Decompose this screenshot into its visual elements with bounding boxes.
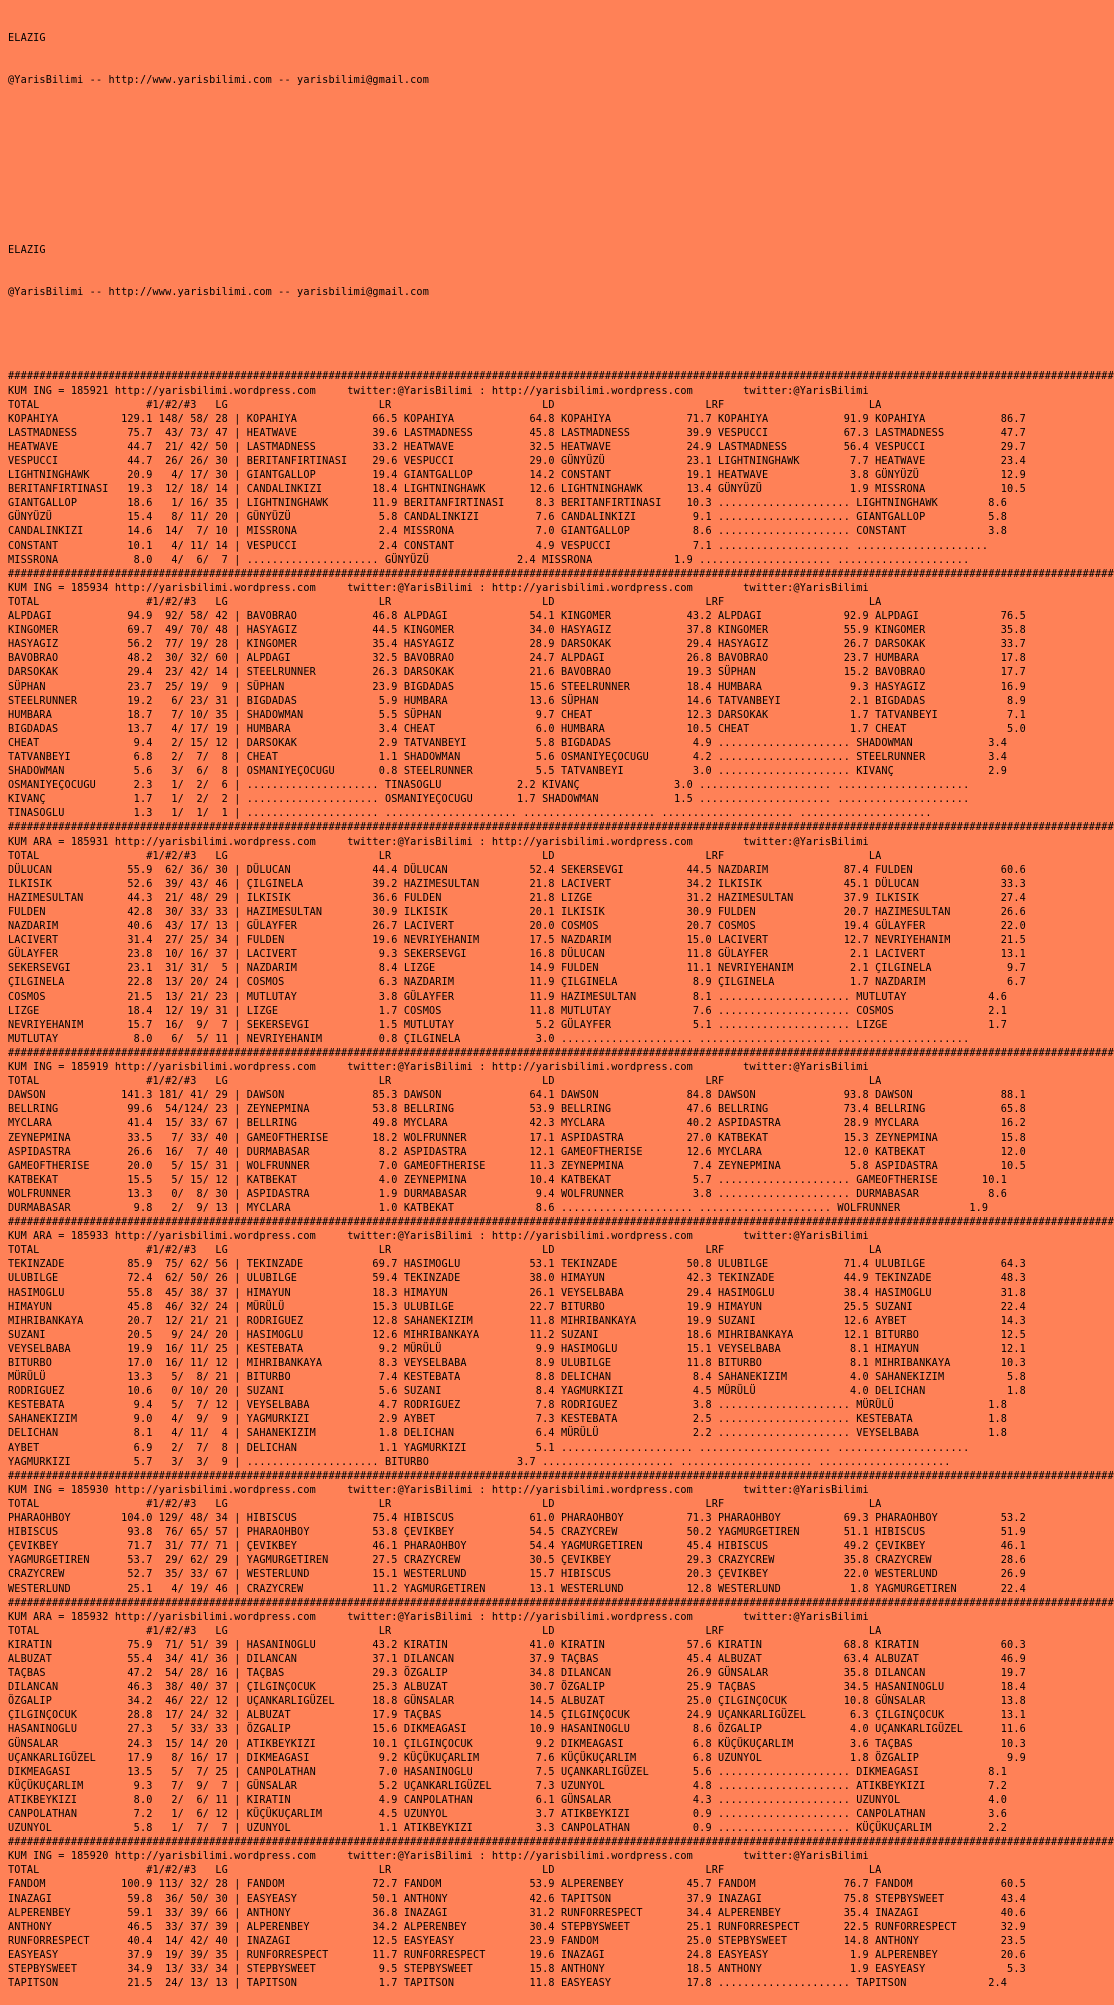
table-row: STEELRUNNER 19.2 6/ 23/ 31 | BIGDADAS 5.9 HUMBARA 13.6 SÜPHAN 14.6 TATVANBEYI 2.1 BIGDADAS 8.9 [8, 695, 1026, 707]
table-row: GIANTGALLOP 18.6 1/ 16/ 35 | LIGHTNINGHAWK 11.9 BERITANFIRTINASI 8.3 BERITANFIRTINASI 10.3 ..................... LIGHTNINGHAWK 8.6 [8, 498, 1008, 510]
column-header-row: TOTAL #1/#2/#3 LG LR LD LRF LA [8, 596, 882, 608]
table-row: BAVOBRAO 48.2 30/ 32/ 60 | ALPDAGI 32.5 BAVOBRAO 24.7 ALPDAGI 26.8 BAVOBRAO 23.7 HUMBARA 17.8 [8, 653, 1026, 665]
table-row: ILKISIK 52.6 39/ 43/ 46 | ÇILGINELA 39.2 HAZIMESULTAN 21.8 LACIVERT 34.2 ILKISIK 45.1 DÜLUCAN 33.3 [8, 878, 1026, 890]
blank-line [8, 328, 1080, 342]
table-row: VEYSELBABA 19.9 16/ 11/ 25 | KESTEBATA 9.2 MÜRÜLÜ 9.9 HASIMOGLU 15.1 VEYSELBABA 8.1 HIMAYUN 12.1 [8, 1343, 1026, 1355]
table-row: RODRIGUEZ 10.6 0/ 10/ 20 | SUZANI 5.6 SUZANI 8.4 YAGMURKIZI 4.5 MÜRÜLÜ 4.0 DELICHAN 1.8 [8, 1386, 1026, 1398]
race-heading: KUM ARA = 185931 http://yarisbilimi.wordpress.com twitter:@YarisBilimi : http://yarisbilimi.wordpress.com twitter:@YarisBilimi [8, 836, 869, 848]
blank-line [8, 117, 1080, 131]
header-title: ELAZIG [8, 33, 46, 45]
table-row: UÇANKARLIGÜZEL 17.9 8/ 16/ 17 | DIKMEAGASI 9.2 KÜÇÜKUÇARLIM 7.6 KÜÇÜKUÇARLIM 6.8 UZUNYOL 1.8 ÖZGALIP 9.9 [8, 1752, 1026, 1764]
column-header-row: TOTAL #1/#2/#3 LG LR LD LRF LA [8, 1245, 882, 1257]
separator-line: ################################################################################################################################################################################ [8, 1470, 1114, 1482]
race-heading: KUM ING = 185921 http://yarisbilimi.wordpress.com twitter:@YarisBilimi : http://yarisbilimi.wordpress.com twitter:@YarisBilimi [8, 385, 869, 397]
table-row: MUTLUTAY 8.0 6/ 5/ 11 | NEVRIYEHANIM 0.8 ÇILGINELA 3.0 ..................... ..................... ..................... [8, 1033, 970, 1045]
table-row: CANDALINKIZI 14.6 14/ 7/ 10 | MISSRONA 2.4 MISSRONA 7.0 GIANTGALLOP 8.6 ..................... CONSTANT 3.8 [8, 526, 1008, 538]
race-tables [8, 370, 1114, 1991]
blank-line [8, 159, 1080, 173]
table-row: DELICHAN 8.1 4/ 11/ 4 | SAHANEKIZIM 1.8 DELICHAN 6.4 MÜRÜLÜ 2.2 ..................... VEYSELBABA 1.8 [8, 1428, 1008, 1440]
table-row: MIHRIBANKAYA 20.7 12/ 21/ 21 | RODRIGUEZ 12.8 SAHANEKIZIM 11.8 MIHRIBANKAYA 19.9 SUZANI 12.6 AYBET 14.3 [8, 1315, 1026, 1327]
table-row: KATBEKAT 15.5 5/ 15/ 12 | KATBEKAT 4.0 ZEYNEPMINA 10.4 KATBEKAT 5.7 ..................... GAMEOFTHERISE 10.1 [8, 1174, 1008, 1186]
table-row: KÜÇÜKUÇARLIM 9.3 7/ 9/ 7 | GÜNSALAR 5.2 UÇANKARLIGÜZEL 7.3 UZUNYOL 4.8 ..................... ATIKBEYKIZI 7.2 [8, 1780, 1008, 1792]
race-heading: KUM ING = 185920 http://yarisbilimi.wordpress.com twitter:@YarisBilimi : http://yarisbilimi.wordpress.com twitter:@YarisBilimi [8, 1851, 869, 1863]
table-row: KESTEBATA 9.4 5/ 7/ 12 | VEYSELBABA 4.7 RODRIGUEZ 7.8 RODRIGUEZ 3.8 ..................... MÜRÜLÜ 1.8 [8, 1400, 1008, 1412]
table-row: RUNFORRESPECT 40.4 14/ 42/ 40 | INAZAGI 12.5 EASYEASY 23.9 FANDOM 25.0 STEPBYSWEET 14.8 ANTHONY 23.5 [8, 1935, 1026, 1947]
table-row: SHADOWMAN 5.6 3/ 6/ 8 | OSMANIYEÇOCUGU 0.8 STEELRUNNER 5.5 TATVANBEYI 3.0 ..................... KIVANÇ 2.9 [8, 766, 1008, 778]
race-block [8, 821, 1114, 1047]
race-heading: KUM ING = 185934 http://yarisbilimi.wordpress.com twitter:@YarisBilimi : http://yarisbilimi.wordpress.com twitter:@YarisBilimi [8, 582, 869, 594]
separator-line: ################################################################################################################################################################################ [8, 371, 1114, 383]
table-row: LASTMADNESS 75.7 43/ 73/ 47 | HEATWAVE 39.6 LASTMADNESS 45.8 LASTMADNESS 39.9 VESPUCCI 67.3 LASTMADNESS 47.7 [8, 427, 1026, 439]
table-row: EASYEASY 37.9 19/ 39/ 35 | RUNFORRESPECT 11.7 RUNFORRESPECT 19.6 INAZAGI 24.8 EASYEASY 1.9 ALPERENBEY 20.6 [8, 1949, 1026, 1961]
race-heading: KUM ING = 185930 http://yarisbilimi.wordpress.com twitter:@YarisBilimi : http://yarisbilimi.wordpress.com twitter:@YarisBilimi [8, 1484, 869, 1496]
column-header-row: TOTAL #1/#2/#3 LG LR LD LRF LA [8, 1076, 882, 1088]
column-header-row: TOTAL #1/#2/#3 LG LR LD LRF LA [8, 850, 882, 862]
table-row: ULUBILGE 72.4 62/ 50/ 26 | ULUBILGE 59.4 TEKINZADE 38.0 HIMAYUN 42.3 TEKINZADE 44.9 TEKINZADE 48.3 [8, 1273, 1026, 1285]
race-block [8, 1597, 1114, 1837]
table-row: STEPBYSWEET 34.9 13/ 33/ 34 | STEPBYSWEET 9.5 STEPBYSWEET 15.8 ANTHONY 18.5 ANTHONY 1.9 EASYEASY 5.3 [8, 1964, 1026, 1976]
table-row: YAGMURKIZI 5.7 3/ 3/ 9 | ..................... BITURBO 3.7 ..................... ..................... ..................... [8, 1456, 951, 1468]
table-row: CRAZYCREW 52.7 35/ 33/ 67 | WESTERLUND 15.1 WESTERLUND 15.7 HIBISCUS 20.3 ÇEVIKBEY 22.0 WESTERLUND 26.9 [8, 1569, 1026, 1581]
race-heading: KUM ARA = 185932 http://yarisbilimi.wordpress.com twitter:@YarisBilimi : http://yarisbilimi.wordpress.com twitter:@YarisBilimi [8, 1611, 869, 1623]
table-row: DÜLUCAN 55.9 62/ 36/ 30 | DÜLUCAN 44.4 DÜLUCAN 52.4 SEKERSEVGI 44.5 NAZDARIM 87.4 FULDEN 60.6 [8, 864, 1026, 876]
separator-line: ################################################################################################################################################################################ [8, 568, 1114, 580]
separator-line: ################################################################################################################################################################################ [8, 1837, 1114, 1849]
column-header-row: TOTAL #1/#2/#3 LG LR LD LRF LA [8, 1625, 882, 1637]
race-heading: KUM ING = 185919 http://yarisbilimi.wordpress.com twitter:@YarisBilimi : http://yarisbilimi.wordpress.com twitter:@YarisBilimi [8, 1062, 869, 1074]
table-row: LIGHTNINGHAWK 20.9 4/ 17/ 30 | GIANTGALLOP 19.4 GIANTGALLOP 14.2 CONSTANT 19.1 HEATWAVE 3.8 GÜNYÜZÜ 12.9 [8, 470, 1026, 482]
table-row: ANTHONY 46.5 33/ 37/ 39 | ALPERENBEY 34.2 ALPERENBEY 30.4 STEPBYSWEET 25.1 RUNFORRESPECT 22.5 RUNFORRESPECT 32.9 [8, 1921, 1026, 1933]
table-row: TEKINZADE 85.9 75/ 62/ 56 | TEKINZADE 69.7 HASIMOGLU 53.1 TEKINZADE 50.8 ULUBILGE 71.4 ULUBILGE 64.3 [8, 1259, 1026, 1271]
table-row: OSMANIYEÇOCUGU 2.3 1/ 2/ 6 | ..................... TINASOGLU 2.2 KIVANÇ 3.0 ..................... ..................... [8, 780, 970, 792]
race-heading: KUM ARA = 185933 http://yarisbilimi.wordpress.com twitter:@YarisBilimi : http://yarisbilimi.wordpress.com twitter:@YarisBilimi [8, 1231, 869, 1243]
table-row: UZUNYOL 5.8 1/ 7/ 7 | UZUNYOL 1.1 ATIKBEYKIZI 3.3 CANPOLATHAN 0.9 ..................... KÜÇÜKUÇARLIM 2.2 [8, 1823, 1008, 1835]
table-row: BITURBO 17.0 16/ 11/ 12 | MIHRIBANKAYA 8.3 VEYSELBABA 8.9 ULUBILGE 11.8 BITURBO 8.1 MIHRIBANKAYA 10.3 [8, 1358, 1026, 1369]
table-row: WESTERLUND 25.1 4/ 19/ 46 | CRAZYCREW 11.2 YAGMURGETIREN 13.1 WESTERLUND 12.8 WESTERLUND 1.8 YAGMURGETIREN 22.4 [8, 1583, 1026, 1595]
race-block [8, 1836, 1114, 1991]
table-row: HASYAGIZ 56.2 77/ 19/ 28 | KINGOMER 35.4 HASYAGIZ 28.9 DARSOKAK 29.4 HASYAGIZ 26.7 DARSOKAK 33.7 [8, 639, 1026, 651]
table-row: GÜNYÜZÜ 15.4 8/ 11/ 20 | GÜNYÜZÜ 5.8 CANDALINKIZI 7.6 CANDALINKIZI 9.1 ..................... GIANTGALLOP 5.8 [8, 512, 1008, 524]
header-credit: @YarisBilimi -- http://www.yarisbilimi.com -- yarisbilimi@gmail.com [8, 75, 429, 87]
table-row: ÇILGINÇOCUK 28.8 17/ 24/ 32 | ALBUZAT 17.9 TAÇBAS 14.5 ÇILGINÇOCUK 24.9 UÇANKARLIGÜZEL 6.3 ÇILGINÇOCUK 13.1 [8, 1710, 1026, 1722]
separator-line: ################################################################################################################################################################################ [8, 1217, 1114, 1229]
table-row: COSMOS 21.5 13/ 21/ 23 | MUTLUTAY 3.8 GÜLAYFER 11.9 HAZIMESULTAN 8.1 ..................... MUTLUTAY 4.6 [8, 991, 1008, 1003]
table-row: TAÇBAS 47.2 54/ 28/ 16 | TAÇBAS 29.3 ÖZGALIP 34.8 DILANCAN 26.9 GÜNSALAR 35.8 DILANCAN 19.7 [8, 1668, 1026, 1680]
table-row: DILANCAN 46.3 38/ 40/ 37 | ÇILGINÇOCUK 25.3 ALBUZAT 30.7 ÖZGALIP 25.9 TAÇBAS 34.5 HASANINOGLU 18.4 [8, 1682, 1026, 1694]
table-row: DAWSON 141.3 181/ 41/ 29 | DAWSON 85.3 DAWSON 64.1 DAWSON 84.8 DAWSON 93.8 DAWSON 88.1 [8, 1090, 1026, 1102]
table-row: NAZDARIM 40.6 43/ 17/ 13 | GÜLAYFER 26.7 LACIVERT 20.0 COSMOS 20.7 COSMOS 19.4 GÜLAYFER 22.0 [8, 921, 1026, 933]
table-row: ASPIDASTRA 26.6 16/ 7/ 40 | DURMABASAR 8.2 ASPIDASTRA 12.1 GAMEOFTHERISE 12.6 MYCLARA 12.0 KATBEKAT 12.0 [8, 1146, 1026, 1158]
table-row: LIZGE 18.4 12/ 19/ 31 | LIZGE 1.7 COSMOS 11.8 MUTLUTAY 7.6 ..................... COSMOS 2.1 [8, 1005, 1008, 1017]
race-block [8, 1470, 1114, 1597]
table-row: HASIMOGLU 55.8 45/ 38/ 37 | HIMAYUN 18.3 HIMAYUN 26.1 VEYSELBABA 29.4 HASIMOGLU 38.4 HASIMOGLU 31.8 [8, 1287, 1026, 1299]
table-row: BIGDADAS 13.7 4/ 17/ 19 | HUMBARA 3.4 CHEAT 6.0 HUMBARA 10.5 CHEAT 1.7 CHEAT 5.0 [8, 723, 1026, 735]
table-row: CHEAT 9.4 2/ 15/ 12 | DARSOKAK 2.9 TATVANBEYI 5.8 BIGDADAS 4.9 ..................... SHADOWMAN 3.4 [8, 737, 1008, 749]
table-row: MÜRÜLÜ 13.3 5/ 8/ 21 | BITURBO 7.4 KESTEBATA 8.8 DELICHAN 8.4 SAHANEKIZIM 4.0 SAHANEKIZIM 5.8 [8, 1372, 1026, 1384]
table-row: KIRATIN 75.9 71/ 51/ 39 | HASANINOGLU 43.2 KIRATIN 41.0 KIRATIN 57.6 KIRATIN 68.8 KIRATIN 60.3 [8, 1639, 1026, 1651]
table-row: CONSTANT 10.1 4/ 11/ 14 | VESPUCCI 2.4 CONSTANT 4.9 VESPUCCI 7.1 ..................... ..................... [8, 540, 989, 552]
table-row: ALBUZAT 55.4 34/ 41/ 36 | DILANCAN 37.1 DILANCAN 37.9 TAÇBAS 45.4 ALBUZAT 63.4 ALBUZAT 46.9 [8, 1653, 1026, 1665]
table-row: ATIKBEYKIZI 8.0 2/ 6/ 11 | KIRATIN 4.9 CANPOLATHAN 6.1 GÜNSALAR 4.3 ..................... UZUNYOL 4.0 [8, 1794, 1008, 1806]
header-credit-repeat: @YarisBilimi -- http://www.yarisbilimi.com -- yarisbilimi@gmail.com [8, 286, 429, 298]
table-row: HEATWAVE 44.7 21/ 42/ 50 | LASTMADNESS 33.2 HEATWAVE 32.5 HEATWAVE 24.9 LASTMADNESS 56.4 VESPUCCI 29.7 [8, 441, 1026, 453]
column-header-row: TOTAL #1/#2/#3 LG LR LD LRF LA [8, 399, 882, 411]
table-row: ÇEVIKBEY 71.7 31/ 77/ 71 | ÇEVIKBEY 46.1 PHARAOHBOY 54.4 YAGMURGETIREN 45.4 HIBISCUS 49.2 ÇEVIKBEY 46.1 [8, 1541, 1026, 1553]
table-row: VESPUCCI 44.7 26/ 26/ 30 | BERITANFIRTINASI 29.6 VESPUCCI 29.0 GÜNYÜZÜ 23.1 LIGHTNINGHAWK 7.7 HEATWAVE 23.4 [8, 456, 1026, 467]
table-row: LACIVERT 31.4 27/ 25/ 34 | FULDEN 19.6 NEVRIYEHANIM 17.5 NAZDARIM 15.0 LACIVERT 12.7 NEVRIYEHANIM 21.5 [8, 935, 1026, 947]
table-row: GÜLAYFER 23.8 10/ 16/ 37 | LACIVERT 9.3 SEKERSEVGI 16.8 DÜLUCAN 11.8 GÜLAYFER 2.1 LACIVERT 13.1 [8, 949, 1026, 961]
table-row: MISSRONA 8.0 4/ 6/ 7 | ..................... GÜNYÜZÜ 2.4 MISSRONA 1.9 ..................... ..................... [8, 554, 970, 566]
table-row: FANDOM 100.9 113/ 32/ 28 | FANDOM 72.7 FANDOM 53.9 ALPERENBEY 45.7 FANDOM 76.7 FANDOM 60.5 [8, 1879, 1026, 1891]
table-row: AYBET 6.9 2/ 7/ 8 | DELICHAN 1.1 YAGMURKIZI 5.1 ..................... ..................... ..................... [8, 1442, 970, 1454]
table-row: NEVRIYEHANIM 15.7 16/ 9/ 7 | SEKERSEVGI 1.5 MUTLUTAY 5.2 GÜLAYFER 5.1 ..................... LIZGE 1.7 [8, 1019, 1008, 1031]
table-row: HUMBARA 18.7 7/ 10/ 35 | SHADOWMAN 5.5 SÜPHAN 9.7 CHEAT 12.3 DARSOKAK 1.7 TATVANBEYI 7.1 [8, 709, 1026, 721]
race-block [8, 370, 1114, 567]
table-row: INAZAGI 59.8 36/ 50/ 30 | EASYEASY 50.1 ANTHONY 42.6 TAPITSON 37.9 INAZAGI 75.8 STEPBYSWEET 43.4 [8, 1893, 1026, 1905]
blank-line [8, 201, 1080, 215]
table-row: FULDEN 42.8 30/ 33/ 33 | HAZIMESULTAN 30.9 ILKISIK 20.1 ILKISIK 30.9 FULDEN 20.7 HAZIMESULTAN 26.6 [8, 907, 1026, 918]
table-row: SUZANI 20.5 9/ 24/ 20 | HASIMOGLU 12.6 MIHRIBANKAYA 11.2 SUZANI 18.6 MIHRIBANKAYA 12.1 BITURBO 12.5 [8, 1329, 1026, 1341]
table-row: HAZIMESULTAN 44.3 21/ 48/ 29 | ILKISIK 36.6 FULDEN 21.8 LIZGE 31.2 HAZIMESULTAN 37.9 ILKISIK 27.4 [8, 892, 1026, 904]
table-row: ÇILGINELA 22.8 13/ 20/ 24 | COSMOS 6.3 NAZDARIM 11.9 ÇILGINELA 8.9 ÇILGINELA 1.7 NAZDARIM 6.7 [8, 977, 1026, 989]
separator-line: ################################################################################################################################################################################ [8, 1597, 1114, 1609]
table-row: ÖZGALIP 34.2 46/ 22/ 12 | UÇANKARLIGÜZEL 18.8 GÜNSALAR 14.5 ALBUZAT 25.0 ÇILGINÇOCUK 10.8 GÜNSALAR 13.8 [8, 1696, 1026, 1708]
table-row: TATVANBEYI 6.8 2/ 7/ 8 | CHEAT 1.1 SHADOWMAN 5.6 OSMANIYEÇOCUGU 4.2 ..................... STEELRUNNER 3.4 [8, 751, 1008, 763]
table-row: SEKERSEVGI 23.1 31/ 31/ 5 | NAZDARIM 8.4 LIZGE 14.9 FULDEN 11.1 NEVRIYEHANIM 2.1 ÇILGINELA 9.7 [8, 963, 1026, 975]
table-row: HIBISCUS 93.8 76/ 65/ 57 | PHARAOHBOY 53.8 ÇEVIKBEY 54.5 CRAZYCREW 50.2 YAGMURGETIREN 51.1 HIBISCUS 51.9 [8, 1527, 1026, 1539]
header-title-repeat: ELAZIG [8, 244, 46, 256]
table-row: PHARAOHBOY 104.0 129/ 48/ 34 | HIBISCUS 75.4 HIBISCUS 61.0 PHARAOHBOY 71.3 PHARAOHBOY 69.3 PHARAOHBOY 53.2 [8, 1513, 1026, 1525]
column-header-row: TOTAL #1/#2/#3 LG LR LD LRF LA [8, 1865, 882, 1877]
separator-line: ################################################################################################################################################################################ [8, 1047, 1114, 1059]
separator-line: ################################################################################################################################################################################ [8, 822, 1114, 834]
column-header-row: TOTAL #1/#2/#3 LG LR LD LRF LA [8, 1498, 882, 1510]
table-row: ZEYNEPMINA 33.5 7/ 33/ 40 | GAMEOFTHERISE 18.2 WOLFRUNNER 17.1 ASPIDASTRA 27.0 KATBEKAT 15.3 ZEYNEPMINA 15.8 [8, 1132, 1026, 1144]
table-row: BERITANFIRTINASI 19.3 12/ 18/ 14 | CANDALINKIZI 18.4 LIGHTNINGHAWK 12.6 LIGHTNINGHAWK 13.4 GÜNYÜZÜ 1.9 MISSRONA 10.5 [8, 484, 1026, 496]
race-block [8, 1047, 1114, 1216]
race-block [8, 1216, 1114, 1470]
table-row: SAHANEKIZIM 9.0 4/ 9/ 9 | YAGMURKIZI 2.9 AYBET 7.3 KESTEBATA 2.5 ..................... KESTEBATA 1.8 [8, 1414, 1008, 1426]
table-row: KOPAHIYA 129.1 148/ 58/ 28 | KOPAHIYA 66.5 KOPAHIYA 64.8 KOPAHIYA 71.7 KOPAHIYA 91.9 KOPAHIYA 86.7 [8, 413, 1026, 425]
table-row: ALPERENBEY 59.1 33/ 39/ 66 | ANTHONY 36.8 INAZAGI 31.2 RUNFORRESPECT 34.4 ALPERENBEY 35.4 INAZAGI 40.6 [8, 1907, 1026, 1919]
table-row: DURMABASAR 9.8 2/ 9/ 13 | MYCLARA 1.0 KATBEKAT 8.6 ..................... ..................... WOLFRUNNER 1.9 [8, 1202, 989, 1214]
table-row: TINASOGLU 1.3 1/ 1/ 1 | ..................... ..................... ..................... ..................... ..................... [8, 808, 932, 820]
table-row: HIMAYUN 45.8 46/ 32/ 24 | MÜRÜLÜ 15.3 ULUBILGE 22.7 BITURBO 19.9 HIMAYUN 25.5 SUZANI 22.4 [8, 1301, 1026, 1313]
table-row: CANPOLATHAN 7.2 1/ 6/ 12 | KÜÇÜKUÇARLIM 4.5 UZUNYOL 3.7 ATIKBEYKIZI 0.9 ..................... CANPOLATHAN 3.6 [8, 1809, 1008, 1820]
table-row: ALPDAGI 94.9 92/ 58/ 42 | BAVOBRAO 46.8 ALPDAGI 54.1 KINGOMER 43.2 ALPDAGI 92.9 ALPDAGI 76.5 [8, 611, 1026, 623]
table-row: YAGMURGETIREN 53.7 29/ 62/ 29 | YAGMURGETIREN 27.5 CRAZYCREW 30.5 ÇEVIKBEY 29.3 CRAZYCREW 35.8 CRAZYCREW 28.6 [8, 1555, 1026, 1567]
table-row: DARSOKAK 29.4 23/ 42/ 14 | STEELRUNNER 26.3 DARSOKAK 21.6 BAVOBRAO 19.3 SÜPHAN 15.2 BAVOBRAO 17.7 [8, 667, 1026, 679]
table-row: MYCLARA 41.4 15/ 33/ 67 | BELLRING 49.8 MYCLARA 42.3 MYCLARA 40.2 ASPIDASTRA 28.9 MYCLARA 16.2 [8, 1118, 1026, 1130]
table-row: WOLFRUNNER 13.3 0/ 8/ 30 | ASPIDASTRA 1.9 DURMABASAR 9.4 WOLFRUNNER 3.8 ..................... DURMABASAR 8.6 [8, 1188, 1008, 1200]
table-row: HASANINOGLU 27.3 5/ 33/ 33 | ÖZGALIP 15.6 DIKMEAGASI 10.9 HASANINOGLU 8.6 ÖZGALIP 4.0 UÇANKARLIGÜZEL 11.6 [8, 1724, 1026, 1736]
table-row: SÜPHAN 23.7 25/ 19/ 9 | SÜPHAN 23.9 BIGDADAS 15.6 STEELRUNNER 18.4 HUMBARA 9.3 HASYAGIZ 16.9 [8, 681, 1026, 693]
race-block [8, 568, 1114, 822]
table-row: KIVANÇ 1.7 1/ 2/ 2 | ..................... OSMANIYEÇOCUGU 1.7 SHADOWMAN 1.5 ..................... ..................... [8, 794, 970, 806]
table-row: BELLRING 99.6 54/124/ 23 | ZEYNEPMINA 53.8 BELLRING 53.9 BELLRING 47.6 BELLRING 73.4 BELLRING 65.8 [8, 1104, 1026, 1116]
table-row: TAPITSON 21.5 24/ 13/ 13 | TAPITSON 1.7 TAPITSON 11.8 EASYEASY 17.8 ..................... TAPITSON 2.4 [8, 1978, 1008, 1990]
table-row: GAMEOFTHERISE 20.0 5/ 15/ 31 | WOLFRUNNER 7.0 GAMEOFTHERISE 11.3 ZEYNEPMINA 7.4 ZEYNEPMINA 5.8 ASPIDASTRA 10.5 [8, 1160, 1026, 1172]
table-row: DIKMEAGASI 13.5 5/ 7/ 25 | CANPOLATHAN 7.0 HASANINOGLU 7.5 UÇANKARLIGÜZEL 5.6 ..................... DIKMEAGASI 8.1 [8, 1766, 1008, 1778]
table-row: KINGOMER 69.7 49/ 70/ 48 | HASYAGIZ 44.5 KINGOMER 34.0 HASYAGIZ 37.8 KINGOMER 55.9 KINGOMER 35.8 [8, 625, 1026, 637]
table-row: GÜNSALAR 24.3 15/ 14/ 20 | ATIKBEYKIZI 10.1 ÇILGINÇOCUK 9.2 DIKMEAGASI 6.8 KÜÇÜKUÇARLIM 3.6 TAÇBAS 10.3 [8, 1738, 1026, 1750]
